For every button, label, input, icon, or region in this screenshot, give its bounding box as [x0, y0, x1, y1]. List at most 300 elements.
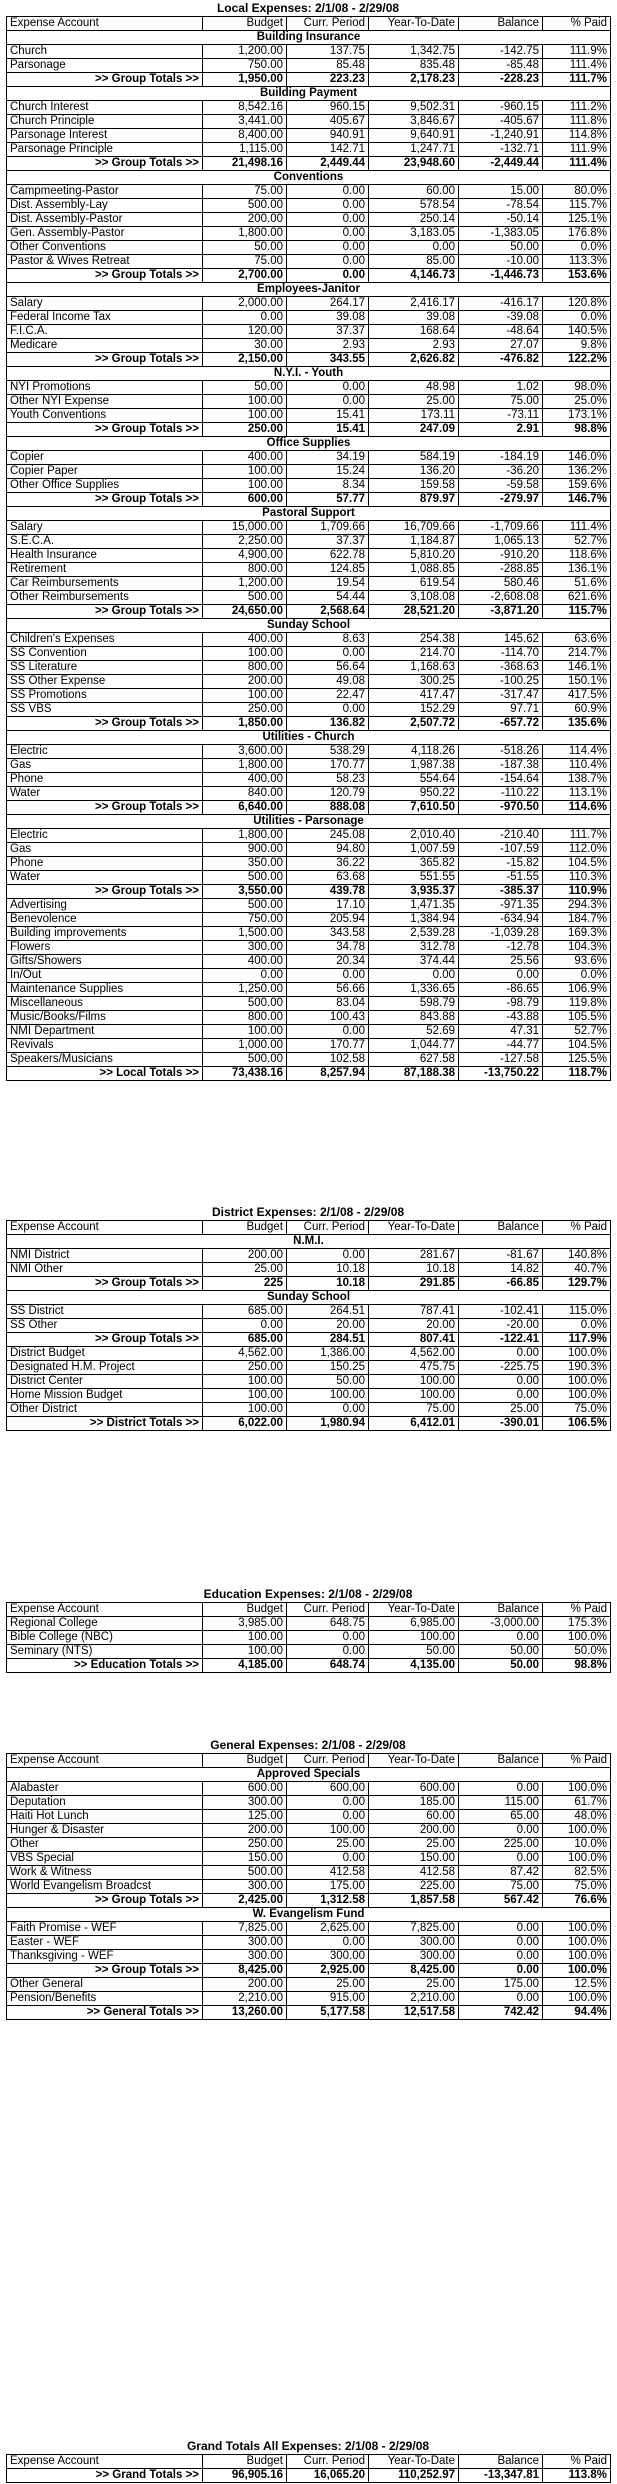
curr-period-cell: 20.00	[287, 1319, 369, 1333]
balance-cell: -59.58	[459, 479, 543, 493]
budget-cell: 96,905.16	[203, 2469, 287, 2483]
balance-cell: -66.85	[459, 1277, 543, 1291]
table-row	[7, 1852, 611, 1866]
balance-cell: -368.63	[459, 661, 543, 675]
curr-period-cell: 10.18	[287, 1263, 369, 1277]
year-to-date-cell: 598.79	[369, 997, 459, 1011]
curr-period-cell: 0.00	[287, 213, 369, 227]
group-header-row	[7, 1235, 611, 1249]
paid-cell: 111.8%	[543, 115, 611, 129]
paid-cell: 136.2%	[543, 465, 611, 479]
account-name-cell: >> Group Totals >>	[7, 157, 203, 171]
paid-cell: 146.7%	[543, 493, 611, 507]
table-row	[7, 535, 611, 549]
balance-cell: -110.22	[459, 787, 543, 801]
year-to-date-cell: 1,007.59	[369, 843, 459, 857]
curr-period-cell: 0.00	[287, 185, 369, 199]
group-header-row	[7, 283, 611, 297]
account-name-cell: Maintenance Supplies	[7, 983, 203, 997]
curr-period-cell: 0.00	[287, 381, 369, 395]
year-to-date-cell: 100.00	[369, 1631, 459, 1645]
paid-cell: 175.3%	[543, 1617, 611, 1631]
paid-cell: 111.4%	[543, 59, 611, 73]
balance-cell: -1,446.73	[459, 269, 543, 283]
column-header: Curr. Period	[287, 1754, 369, 1768]
account-name-cell: Parsonage	[7, 59, 203, 73]
balance-cell: -476.82	[459, 353, 543, 367]
account-name-cell: Miscellaneous	[7, 997, 203, 1011]
account-name-cell: Gas	[7, 843, 203, 857]
table-row	[7, 1782, 611, 1796]
curr-period-cell: 120.79	[287, 787, 369, 801]
account-name-cell: Seminary (NTS)	[7, 1645, 203, 1659]
paid-cell: 136.1%	[543, 563, 611, 577]
year-to-date-cell: 8,425.00	[369, 1964, 459, 1978]
year-to-date-cell: 25.00	[369, 1838, 459, 1852]
balance-cell: -114.70	[459, 647, 543, 661]
totals-row	[7, 423, 611, 437]
account-name-cell: >> Group Totals >>	[7, 1277, 203, 1291]
budget-cell: 100.00	[203, 1375, 287, 1389]
budget-cell: 0.00	[203, 969, 287, 983]
curr-period-cell: 343.58	[287, 927, 369, 941]
balance-cell: -2,608.08	[459, 591, 543, 605]
year-to-date-cell: 168.64	[369, 325, 459, 339]
budget-cell: 100.00	[203, 1403, 287, 1417]
paid-cell: 146.0%	[543, 451, 611, 465]
paid-cell: 115.0%	[543, 1305, 611, 1319]
curr-period-cell: 0.00	[287, 969, 369, 983]
curr-period-cell: 85.48	[287, 59, 369, 73]
paid-cell: 0.0%	[543, 1319, 611, 1333]
balance-cell: -142.75	[459, 45, 543, 59]
budget-cell: 120.00	[203, 325, 287, 339]
curr-period-cell: 37.37	[287, 325, 369, 339]
year-to-date-cell: 48.98	[369, 381, 459, 395]
grand-expenses-section	[6, 2438, 610, 2483]
budget-cell: 100.00	[203, 1645, 287, 1659]
account-name-cell: Youth Conventions	[7, 409, 203, 423]
column-header: Year-To-Date	[369, 17, 459, 31]
balance-cell: 0.00	[459, 1631, 543, 1645]
curr-period-cell: 2.93	[287, 339, 369, 353]
balance-cell: -122.41	[459, 1333, 543, 1347]
balance-cell: 25.56	[459, 955, 543, 969]
table-row	[7, 465, 611, 479]
budget-cell: 500.00	[203, 1053, 287, 1067]
column-header: Budget	[203, 1221, 287, 1235]
paid-cell: 176.8%	[543, 227, 611, 241]
year-to-date-cell: 374.44	[369, 955, 459, 969]
paid-cell: 104.3%	[543, 941, 611, 955]
year-to-date-cell: 787.41	[369, 1305, 459, 1319]
group-label: Utilities - Parsonage	[7, 815, 611, 829]
account-name-cell: Dist. Assembly-Lay	[7, 199, 203, 213]
account-name-cell: Other Reimbursements	[7, 591, 203, 605]
account-name-cell: S.E.C.A.	[7, 535, 203, 549]
budget-cell: 300.00	[203, 1880, 287, 1894]
year-to-date-cell: 4,135.00	[369, 1659, 459, 1673]
year-to-date-cell: 300.00	[369, 1936, 459, 1950]
year-to-date-cell: 85.00	[369, 255, 459, 269]
year-to-date-cell: 1,384.94	[369, 913, 459, 927]
paid-cell: 140.8%	[543, 1249, 611, 1263]
balance-cell: 225.00	[459, 1838, 543, 1852]
budget-cell: 100.00	[203, 1389, 287, 1403]
curr-period-cell: 0.00	[287, 1403, 369, 1417]
account-name-cell: Pastor & Wives Retreat	[7, 255, 203, 269]
curr-period-cell: 0.00	[287, 1249, 369, 1263]
account-name-cell: In/Out	[7, 969, 203, 983]
curr-period-cell: 22.47	[287, 689, 369, 703]
year-to-date-cell: 159.58	[369, 479, 459, 493]
curr-period-cell: 0.00	[287, 255, 369, 269]
paid-cell: 114.4%	[543, 745, 611, 759]
year-to-date-cell: 1,184.87	[369, 535, 459, 549]
budget-cell: 3,441.00	[203, 115, 287, 129]
paid-cell: 115.7%	[543, 199, 611, 213]
paid-cell: 119.8%	[543, 997, 611, 1011]
table-row	[7, 241, 611, 255]
account-name-cell: Other	[7, 1838, 203, 1852]
table-row	[7, 1347, 611, 1361]
account-name-cell: Speakers/Musicians	[7, 1053, 203, 1067]
column-header: Budget	[203, 1603, 287, 1617]
totals-row	[7, 73, 611, 87]
column-header: Balance	[459, 17, 543, 31]
paid-cell: 75.0%	[543, 1880, 611, 1894]
paid-cell: 106.9%	[543, 983, 611, 997]
balance-cell: -1,709.66	[459, 521, 543, 535]
balance-cell: -51.55	[459, 871, 543, 885]
table-row	[7, 1025, 611, 1039]
group-header-row	[7, 367, 611, 381]
balance-cell: 0.00	[459, 969, 543, 983]
year-to-date-cell: 4,146.73	[369, 269, 459, 283]
balance-cell: 580.46	[459, 577, 543, 591]
year-to-date-cell: 60.00	[369, 185, 459, 199]
curr-period-cell: 15.24	[287, 465, 369, 479]
account-name-cell: SS Literature	[7, 661, 203, 675]
account-name-cell: Alabaster	[7, 1782, 203, 1796]
budget-cell: 30.00	[203, 339, 287, 353]
account-name-cell: >> Grand Totals >>	[7, 2469, 203, 2483]
year-to-date-cell: 52.69	[369, 1025, 459, 1039]
budget-cell: 8,425.00	[203, 1964, 287, 1978]
account-name-cell: Federal Income Tax	[7, 311, 203, 325]
balance-cell: 27.07	[459, 339, 543, 353]
totals-row	[7, 353, 611, 367]
account-name-cell: Parsonage Principle	[7, 143, 203, 157]
group-header-row	[7, 815, 611, 829]
balance-cell: 0.00	[459, 1389, 543, 1403]
year-to-date-cell: 365.82	[369, 857, 459, 871]
table-row	[7, 339, 611, 353]
budget-cell: 21,498.16	[203, 157, 287, 171]
general-section-title: General Expenses: 2/1/08 - 2/29/08	[210, 1738, 406, 1752]
paid-cell: 100.0%	[543, 1950, 611, 1964]
table-row	[7, 997, 611, 1011]
table-row	[7, 759, 611, 773]
account-name-cell: Other NYI Expense	[7, 395, 203, 409]
curr-period-cell: 34.19	[287, 451, 369, 465]
budget-cell: 200.00	[203, 213, 287, 227]
year-to-date-cell: 87,188.38	[369, 1067, 459, 1081]
totals-row	[7, 717, 611, 731]
year-to-date-cell: 225.00	[369, 1880, 459, 1894]
budget-cell: 150.00	[203, 1852, 287, 1866]
budget-cell: 25.00	[203, 1263, 287, 1277]
account-name-cell: Gas	[7, 759, 203, 773]
curr-period-cell: 17.10	[287, 899, 369, 913]
table-row	[7, 871, 611, 885]
account-name-cell: >> Group Totals >>	[7, 717, 203, 731]
balance-cell: 75.00	[459, 395, 543, 409]
budget-cell: 1,800.00	[203, 227, 287, 241]
budget-cell: 3,985.00	[203, 1617, 287, 1631]
year-to-date-cell: 281.67	[369, 1249, 459, 1263]
year-to-date-cell: 300.25	[369, 675, 459, 689]
curr-period-cell: 2,449.44	[287, 157, 369, 171]
table-row	[7, 45, 611, 59]
column-header: Expense Account	[7, 1221, 203, 1235]
table-row	[7, 1263, 611, 1277]
table-row	[7, 549, 611, 563]
table-row	[7, 899, 611, 913]
table-row	[7, 101, 611, 115]
account-name-cell: NMI Other	[7, 1263, 203, 1277]
year-to-date-cell: 23,948.60	[369, 157, 459, 171]
account-name-cell: Designated H.M. Project	[7, 1361, 203, 1375]
budget-cell: 200.00	[203, 675, 287, 689]
budget-cell: 1,850.00	[203, 717, 287, 731]
paid-cell: 100.0%	[543, 1824, 611, 1838]
year-to-date-cell: 150.00	[369, 1852, 459, 1866]
budget-cell: 1,800.00	[203, 829, 287, 843]
paid-cell: 159.6%	[543, 479, 611, 493]
education-section-title: Education Expenses: 2/1/08 - 2/29/08	[203, 1587, 413, 1601]
budget-cell: 500.00	[203, 591, 287, 605]
budget-cell: 750.00	[203, 59, 287, 73]
paid-cell: 76.6%	[543, 1894, 611, 1908]
curr-period-cell: 648.75	[287, 1617, 369, 1631]
balance-cell: 0.00	[459, 1936, 543, 1950]
year-to-date-cell: 50.00	[369, 1645, 459, 1659]
curr-period-cell: 57.77	[287, 493, 369, 507]
balance-cell: -78.54	[459, 199, 543, 213]
balance-cell: -3,000.00	[459, 1617, 543, 1631]
paid-cell: 621.6%	[543, 591, 611, 605]
curr-period-cell: 0.00	[287, 395, 369, 409]
budget-cell: 100.00	[203, 1631, 287, 1645]
table-row	[7, 1992, 611, 2006]
curr-period-cell: 83.04	[287, 997, 369, 1011]
paid-cell: 214.7%	[543, 647, 611, 661]
balance-cell: -910.20	[459, 549, 543, 563]
table-row	[7, 521, 611, 535]
year-to-date-cell: 12,517.58	[369, 2006, 459, 2020]
balance-cell: 47.31	[459, 1025, 543, 1039]
curr-period-cell: 439.78	[287, 885, 369, 899]
year-to-date-cell: 173.11	[369, 409, 459, 423]
paid-cell: 52.7%	[543, 535, 611, 549]
account-name-cell: Haiti Hot Lunch	[7, 1810, 203, 1824]
budget-cell: 1,950.00	[203, 73, 287, 87]
budget-cell: 500.00	[203, 997, 287, 1011]
paid-cell: 190.3%	[543, 1361, 611, 1375]
paid-cell: 60.9%	[543, 703, 611, 717]
budget-cell: 400.00	[203, 633, 287, 647]
balance-cell: 1.02	[459, 381, 543, 395]
year-to-date-cell: 60.00	[369, 1810, 459, 1824]
balance-cell: 97.71	[459, 703, 543, 717]
curr-period-cell: 0.00	[287, 703, 369, 717]
paid-cell: 118.7%	[543, 1067, 611, 1081]
curr-period-cell: 1,312.58	[287, 1894, 369, 1908]
table-row	[7, 1810, 611, 1824]
year-to-date-cell: 247.09	[369, 423, 459, 437]
column-header: % Paid	[543, 1221, 611, 1235]
year-to-date-cell: 0.00	[369, 969, 459, 983]
account-name-cell: Copier	[7, 451, 203, 465]
curr-period-cell: 10.18	[287, 1277, 369, 1291]
curr-period-cell: 36.22	[287, 857, 369, 871]
table-row	[7, 1361, 611, 1375]
table-row	[7, 1838, 611, 1852]
paid-cell: 63.6%	[543, 633, 611, 647]
paid-cell: 100.0%	[543, 1852, 611, 1866]
table-row	[7, 227, 611, 241]
curr-period-cell: 5,177.58	[287, 2006, 369, 2020]
paid-cell: 111.9%	[543, 45, 611, 59]
balance-cell: 87.42	[459, 1866, 543, 1880]
account-name-cell: Pension/Benefits	[7, 1992, 203, 2006]
paid-cell: 25.0%	[543, 395, 611, 409]
year-to-date-cell: 578.54	[369, 199, 459, 213]
budget-cell: 750.00	[203, 913, 287, 927]
paid-cell: 50.0%	[543, 1645, 611, 1659]
balance-cell: 50.00	[459, 241, 543, 255]
general-expense-table	[6, 1753, 611, 2020]
account-name-cell: >> Local Totals >>	[7, 1067, 203, 1081]
paid-cell: 9.8%	[543, 339, 611, 353]
column-header: Expense Account	[7, 1754, 203, 1768]
year-to-date-cell: 7,610.50	[369, 801, 459, 815]
budget-cell: 6,022.00	[203, 1417, 287, 1431]
paid-cell: 98.0%	[543, 381, 611, 395]
account-name-cell: Retirement	[7, 563, 203, 577]
paid-cell: 104.5%	[543, 857, 611, 871]
curr-period-cell: 0.00	[287, 1810, 369, 1824]
budget-cell: 1,115.00	[203, 143, 287, 157]
balance-cell: -43.88	[459, 1011, 543, 1025]
table-row	[7, 773, 611, 787]
group-header-row	[7, 731, 611, 745]
budget-cell: 300.00	[203, 1796, 287, 1810]
year-to-date-cell: 2,210.00	[369, 1992, 459, 2006]
paid-cell: 100.0%	[543, 1347, 611, 1361]
grand-section-title: Grand Totals All Expenses: 2/1/08 - 2/29/08	[186, 2439, 430, 2453]
balance-cell: 0.00	[459, 1950, 543, 1964]
account-name-cell: SS Other	[7, 1319, 203, 1333]
group-label: Approved Specials	[7, 1768, 611, 1782]
balance-cell: -210.40	[459, 829, 543, 843]
account-name-cell: Water	[7, 787, 203, 801]
account-name-cell: SS Convention	[7, 647, 203, 661]
account-name-cell: >> Group Totals >>	[7, 885, 203, 899]
balance-cell: -657.72	[459, 717, 543, 731]
budget-cell: 2,210.00	[203, 1992, 287, 2006]
paid-cell: 80.0%	[543, 185, 611, 199]
paid-cell: 61.7%	[543, 1796, 611, 1810]
budget-cell: 250.00	[203, 703, 287, 717]
paid-cell: 100.0%	[543, 1389, 611, 1403]
account-name-cell: Dist. Assembly-Pastor	[7, 213, 203, 227]
totals-row	[7, 1894, 611, 1908]
paid-cell: 100.0%	[543, 1782, 611, 1796]
year-to-date-cell: 250.14	[369, 213, 459, 227]
account-name-cell: Health Insurance	[7, 549, 203, 563]
budget-cell: 2,250.00	[203, 535, 287, 549]
paid-cell: 169.3%	[543, 927, 611, 941]
budget-cell: 250.00	[203, 1838, 287, 1852]
totals-row	[7, 2006, 611, 2020]
balance-cell: 50.00	[459, 1659, 543, 1673]
year-to-date-cell: 100.00	[369, 1389, 459, 1403]
year-to-date-cell: 1,342.75	[369, 45, 459, 59]
account-name-cell: SS VBS	[7, 703, 203, 717]
balance-cell: -1,039.28	[459, 927, 543, 941]
column-header: Curr. Period	[287, 2455, 369, 2469]
year-to-date-cell: 0.00	[369, 241, 459, 255]
balance-cell: 145.62	[459, 633, 543, 647]
group-label: Conventions	[7, 171, 611, 185]
year-to-date-cell: 3,846.67	[369, 115, 459, 129]
account-name-cell: Benevolence	[7, 913, 203, 927]
paid-cell: 40.7%	[543, 1263, 611, 1277]
year-to-date-cell: 5,810.20	[369, 549, 459, 563]
balance-cell: 115.00	[459, 1796, 543, 1810]
budget-cell: 500.00	[203, 199, 287, 213]
column-header: Expense Account	[7, 2455, 203, 2469]
paid-cell: 106.5%	[543, 1417, 611, 1431]
account-name-cell: Electric	[7, 745, 203, 759]
year-to-date-cell: 551.55	[369, 871, 459, 885]
paid-cell: 100.0%	[543, 1936, 611, 1950]
paid-cell: 153.6%	[543, 269, 611, 283]
year-to-date-cell: 950.22	[369, 787, 459, 801]
balance-cell: -36.20	[459, 465, 543, 479]
table-row	[7, 857, 611, 871]
budget-cell: 50.00	[203, 381, 287, 395]
account-name-cell: >> Group Totals >>	[7, 73, 203, 87]
table-row	[7, 1922, 611, 1936]
year-to-date-cell: 136.20	[369, 465, 459, 479]
paid-cell: 105.5%	[543, 1011, 611, 1025]
balance-cell: -44.77	[459, 1039, 543, 1053]
balance-cell: 65.00	[459, 1810, 543, 1824]
year-to-date-cell: 2,539.28	[369, 927, 459, 941]
budget-cell: 75.00	[203, 255, 287, 269]
curr-period-cell: 2,925.00	[287, 1964, 369, 1978]
balance-cell: -98.79	[459, 997, 543, 1011]
table-row	[7, 1936, 611, 1950]
curr-period-cell: 0.00	[287, 647, 369, 661]
paid-cell: 48.0%	[543, 1810, 611, 1824]
balance-cell: -385.37	[459, 885, 543, 899]
table-row	[7, 591, 611, 605]
year-to-date-cell: 3,183.05	[369, 227, 459, 241]
